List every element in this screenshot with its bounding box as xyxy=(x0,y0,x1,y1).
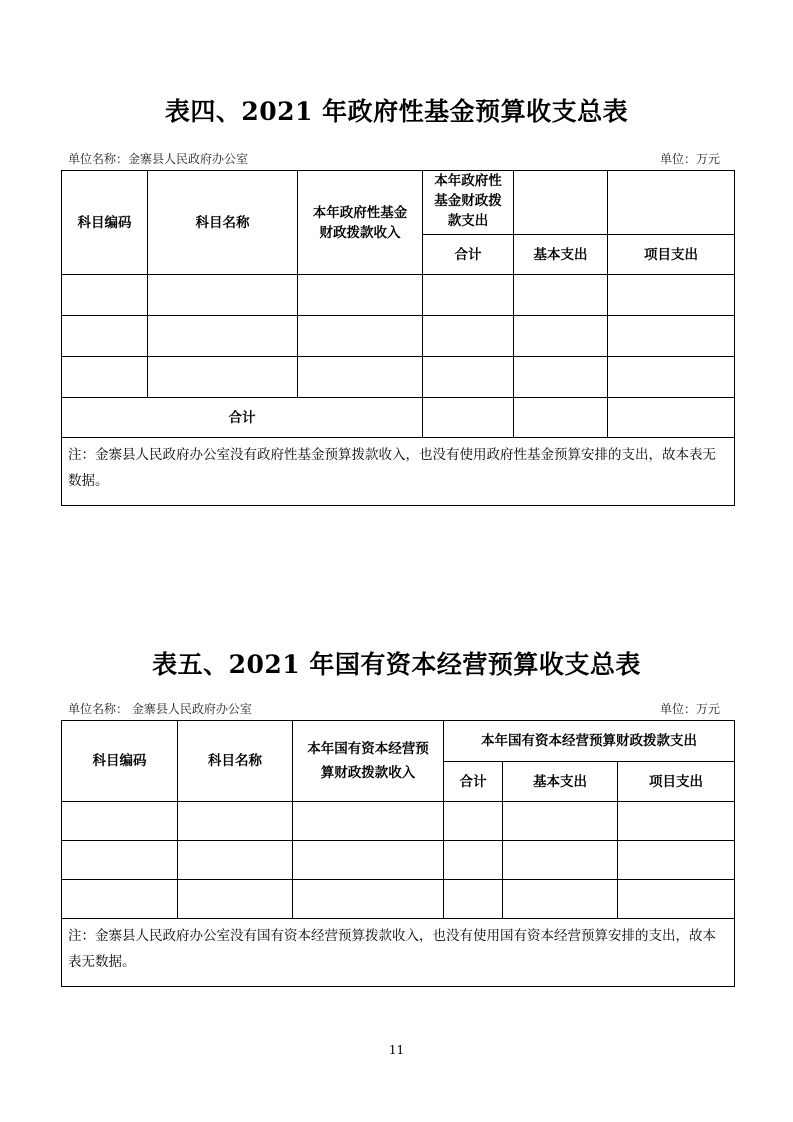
table-cell xyxy=(444,880,503,919)
table-cell xyxy=(148,316,298,357)
table-cell xyxy=(62,880,178,919)
table-cell xyxy=(608,275,735,316)
table-cell xyxy=(423,357,514,398)
table-cell xyxy=(608,316,735,357)
table5-unit: 单位：万元 xyxy=(660,702,721,716)
table-cell xyxy=(608,357,735,398)
header-total: 合计 xyxy=(423,235,514,275)
table-cell xyxy=(62,802,178,841)
table5-title: 表五、2021 年国有资本经营预算收支总表 xyxy=(152,650,641,679)
table-cell xyxy=(293,841,444,880)
header-empty-cell xyxy=(608,171,735,235)
table-cell xyxy=(62,316,148,357)
table4-unit: 单位：万元 xyxy=(660,152,721,166)
table-row xyxy=(62,880,735,919)
table-row xyxy=(62,841,735,880)
header-empty-cell xyxy=(514,171,608,235)
table-cell xyxy=(178,802,293,841)
table-cell xyxy=(514,316,608,357)
total-row xyxy=(62,398,735,438)
table-cell xyxy=(293,880,444,919)
table-cell xyxy=(444,841,503,880)
table-cell xyxy=(62,841,178,880)
header-expense-group: 本年国有资本经营预算财政拨款支出 xyxy=(444,721,735,762)
table-cell xyxy=(503,802,618,841)
table4 xyxy=(61,170,735,506)
header-total: 合计 xyxy=(444,762,503,802)
table-cell xyxy=(148,357,298,398)
table-cell xyxy=(423,275,514,316)
table-cell xyxy=(514,398,608,438)
header-basic: 基本支出 xyxy=(514,235,608,275)
table-cell xyxy=(423,316,514,357)
header-code: 科目编码 xyxy=(62,721,178,802)
header-expense-group: 本年政府性基金财政拨款支出 xyxy=(423,171,514,235)
table-cell xyxy=(298,357,423,398)
table-cell xyxy=(148,275,298,316)
table-cell xyxy=(178,880,293,919)
table4-unit-name: 单位名称：金寨县人民政府办公室 xyxy=(68,152,249,166)
table-cell xyxy=(423,398,514,438)
table-cell xyxy=(618,841,735,880)
table5 xyxy=(61,720,735,987)
table-cell xyxy=(293,802,444,841)
header-project: 项目支出 xyxy=(618,762,735,802)
table-cell xyxy=(514,357,608,398)
header-name: 科目名称 xyxy=(178,721,293,802)
header-basic: 基本支出 xyxy=(503,762,618,802)
table-cell xyxy=(444,802,503,841)
total-label: 合计 xyxy=(62,398,423,438)
table-cell xyxy=(618,802,735,841)
table-cell xyxy=(178,841,293,880)
header-income: 本年国有资本经营预算财政拨款收入 xyxy=(293,721,444,802)
table-cell xyxy=(608,398,735,438)
table-row xyxy=(62,275,735,316)
table-cell xyxy=(503,880,618,919)
table-row xyxy=(62,316,735,357)
header-project: 项目支出 xyxy=(608,235,735,275)
table-cell xyxy=(62,357,148,398)
header-income: 本年政府性基金财政拨款收入 xyxy=(298,171,423,275)
page-number: 11 xyxy=(388,1043,405,1057)
table-cell xyxy=(298,275,423,316)
table-row xyxy=(62,802,735,841)
table5-note: 注：金寨县人民政府办公室没有国有资本经营预算拨款收入，也没有使用国有资本经营预算安排的支出，故本表无数据。 xyxy=(62,919,735,987)
table-row xyxy=(62,357,735,398)
table4-title: 表四、2021 年政府性基金预算收支总表 xyxy=(164,97,629,126)
header-code: 科目编码 xyxy=(62,171,148,275)
table-cell xyxy=(503,841,618,880)
table-cell xyxy=(298,316,423,357)
header-name: 科目名称 xyxy=(148,171,298,275)
table4-note: 注：金寨县人民政府办公室没有政府性基金预算拨款收入，也没有使用政府性基金预算安排的支出，故本表无数据。 xyxy=(62,438,735,506)
table-cell xyxy=(514,275,608,316)
table-cell xyxy=(62,275,148,316)
table-cell xyxy=(618,880,735,919)
table5-unit-name: 单位名称： 金寨县人民政府办公室 xyxy=(68,702,252,716)
